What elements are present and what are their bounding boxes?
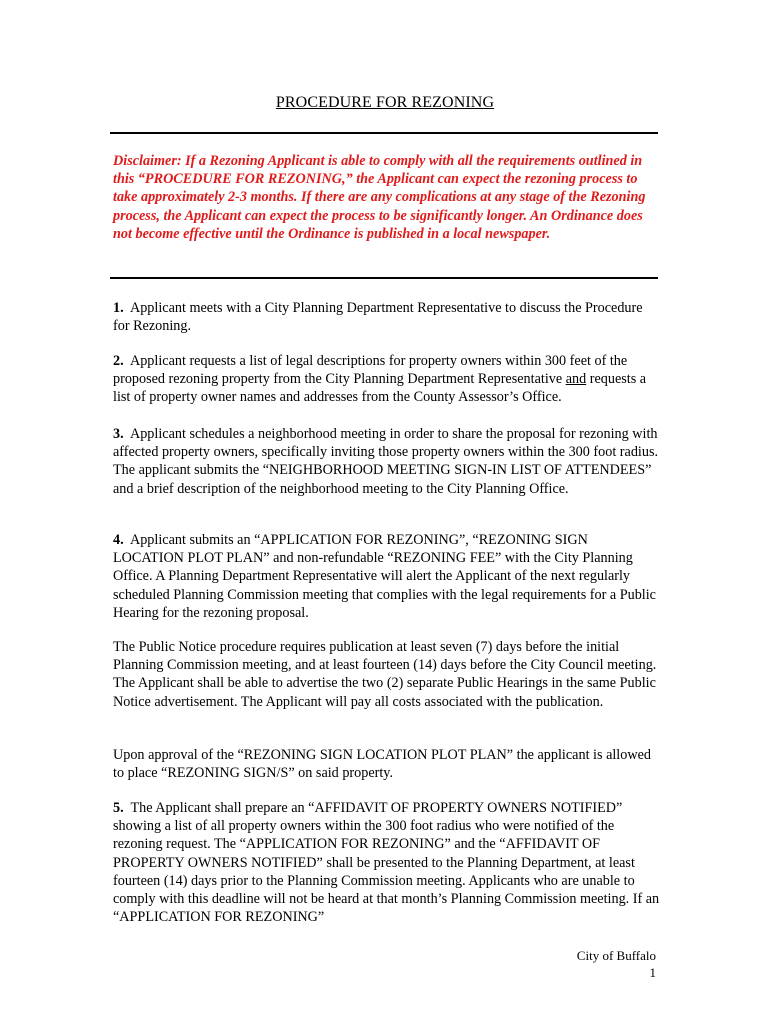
step-5 bbox=[113, 799, 661, 926]
public-notice-paragraph: The Public Notice procedure requires publication at least seven (7) days before the initial Planning Commission meeting, and at least fourteen (14) days before the City Council meeting. The Applicant shall be able to advertise the two (2) separate Public Hearings in the same Public Notice advertisement. The Applicant will pay all costs associated with the publication. bbox=[113, 639, 657, 710]
step-text: Applicant meets with a City Planning Department Representative to discuss the Procedure for Rezoning. bbox=[113, 300, 643, 335]
page-title: PROCEDURE FOR REZONING bbox=[275, 94, 495, 111]
step-number: 4. bbox=[113, 532, 124, 548]
divider-bottom bbox=[110, 277, 658, 279]
step-number: 1. bbox=[113, 300, 124, 316]
step-number: 5. bbox=[113, 800, 124, 816]
sign-approval-paragraph: Upon approval of the “REZONING SIGN LOCATION PLOT PLAN” the applicant is allowed to place “REZONING SIGN/S” on said property. bbox=[113, 747, 651, 782]
step-1 bbox=[113, 299, 661, 335]
footer-organization: City of Buffalo bbox=[576, 948, 656, 963]
step-text: The Applicant shall prepare an “AFFIDAVIT OF PROPERTY OWNERS NOTIFIED” showing a list of all property owners within the 300 foot radius who were notified of the rezoning request. The “APPLICATION FOR REZONING” and the “AFFIDAVIT OF PROPERTY OWNERS NOTIFIED” shall be presented to the Planning Department, at least fourteen (14) days prior to the Planning Commission meeting. Applicants who are unable to comply with this deadline will not be heard at that month’s Planning Commission meeting. If an “APPLICATION FOR REZONING” bbox=[113, 800, 660, 926]
page-number: 1 bbox=[649, 965, 656, 980]
step-number: 3. bbox=[113, 426, 124, 442]
step-3 bbox=[113, 425, 661, 498]
step-text-continued: requests a list of property owner names and addresses from the County Assessor’s Office. bbox=[113, 371, 647, 406]
step-2 bbox=[113, 352, 661, 407]
divider-top bbox=[110, 132, 658, 134]
step-text: Applicant submits an “APPLICATION FOR REZONING”, “REZONING SIGN LOCATION PLOT PLAN” and non-refundable “REZONING FEE” with the City Planning Office. A Planning Department Representative will alert the Applicant of the next regularly scheduled Planning Commission meeting that complies with the legal requirements for a Public Hearing for the rezoning proposal. bbox=[113, 532, 656, 621]
step-text: Applicant requests a list of legal descriptions for property owners within 300 feet of the proposed rezoning property from the City Planning Department Representative bbox=[113, 353, 628, 388]
disclaimer-text: Disclaimer: If a Rezoning Applicant is able to comply with all the requirements outlined in this “PROCEDURE FOR REZONING,” the Applicant can expect the rezoning process to take approximately 2-3 months. If there are any complications at any stage of the Rezoning process, the Applicant can expect the process to be significantly longer. An Ordinance does not become effective until the Ordinance is published in a local newspaper. bbox=[113, 153, 646, 242]
page-footer bbox=[577, 947, 656, 981]
step-number: 2. bbox=[113, 353, 124, 369]
step-4 bbox=[113, 531, 661, 622]
underlined-word: and bbox=[565, 371, 587, 388]
step-text: Applicant schedules a neighborhood meeting in order to share the proposal for rezoning with affected property owners, specifically inviting those property owners within the 300 foot radius. The applicant submits the “NEIGHBORHOOD MEETING SIGN-IN LIST OF ATTENDEES” and a brief description of the neighborhood meeting to the City Planning Office. bbox=[113, 426, 659, 497]
